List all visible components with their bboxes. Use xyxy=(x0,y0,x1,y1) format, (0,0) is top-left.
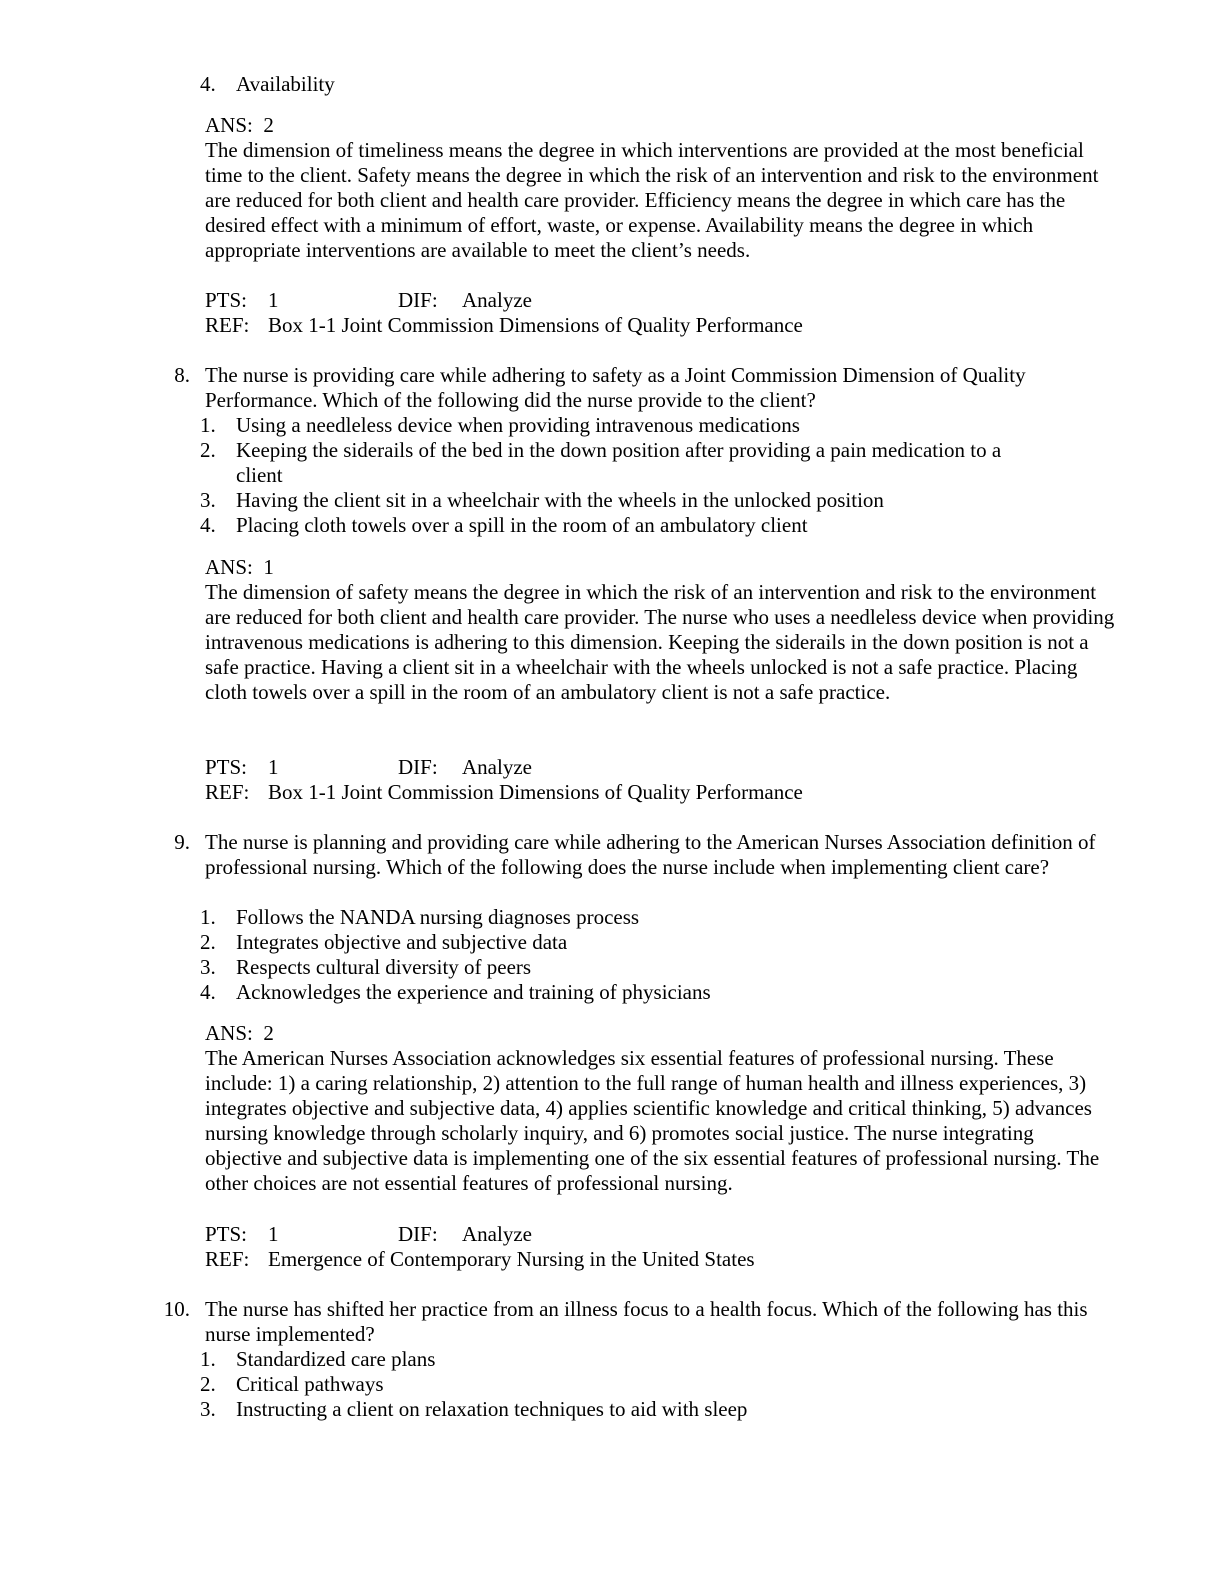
question-number: 9. xyxy=(174,830,190,854)
option-text: Standardized care plans xyxy=(236,1347,436,1371)
option-number: 4. xyxy=(200,513,216,537)
dif-label: DIF: xyxy=(398,755,438,779)
option-text: Critical pathways xyxy=(236,1372,384,1396)
answer-value: 2 xyxy=(263,113,274,137)
option-text: Respects cultural diversity of peers xyxy=(236,955,532,979)
ref-value: Emergence of Contemporary Nursing in the United States xyxy=(268,1247,755,1271)
rationale-text: The dimension of safety means the degree in which the risk of an intervention and risk to the environment are reduced for both client and health care provider. The nurse who uses a needleless device when providing intravenous medications is adhering to this dimension. Keeping the siderails in the down position is not a safe practice. Having a client sit in a wheelchair with the wheels unlocked is not a safe practice. Placing cloth towels over a spill in the room of an ambulatory client is not a safe practice. xyxy=(205,580,1115,704)
option-number: 4. xyxy=(200,72,216,96)
pts-label: PTS: xyxy=(205,755,248,779)
answer-value: 2 xyxy=(263,1021,274,1045)
option-number: 2. xyxy=(200,930,216,954)
option-text: Integrates objective and subjective data xyxy=(236,930,568,954)
option-number: 2. xyxy=(200,438,216,462)
pts-label: PTS: xyxy=(205,288,248,312)
answer-value: 1 xyxy=(263,555,274,579)
ref-label: REF: xyxy=(205,313,250,337)
option-number: 4. xyxy=(200,980,216,1004)
answer-line xyxy=(205,1021,274,1046)
option-number: 1. xyxy=(200,905,216,929)
rationale-text: The American Nurses Association acknowledges six essential features of professional nursing. These include: 1) a caring relationship, 2) attention to the full range of human health and illness experiences, 3) integrates objective and subjective data, 4) applies scientific knowledge and critical thinking, 5) advances nursing knowledge through scholarly inquiry, and 6) promotes social justice. The nurse integrating objective and subjective data is implementing one of the six essential features of professional nursing. The other choices are not essential features of professional nursing. xyxy=(205,1046,1100,1195)
dif-value: Analyze xyxy=(462,755,532,779)
question-number: 8. xyxy=(174,363,190,387)
option-text: Instructing a client on relaxation techniques to aid with sleep xyxy=(236,1397,748,1421)
answer-label: ANS: xyxy=(205,555,253,579)
ref-value: Box 1-1 Joint Commission Dimensions of Quality Performance xyxy=(268,313,803,337)
option-number: 3. xyxy=(200,488,216,512)
option-text: Follows the NANDA nursing diagnoses process xyxy=(236,905,640,929)
option-number: 1. xyxy=(200,1347,216,1371)
option-text: Keeping the siderails of the bed in the down position after providing a pain medication to a client xyxy=(236,438,1002,487)
question-stem: The nurse is providing care while adhering to safety as a Joint Commission Dimension of Quality Performance. Which of the following did the nurse provide to the client? xyxy=(205,363,1026,412)
option-number: 1. xyxy=(200,413,216,437)
question-stem: The nurse is planning and providing care while adhering to the American Nurses Association definition of professional nursing. Which of the following does the nurse include when implementing client care? xyxy=(205,830,1096,879)
pts-value: 1 xyxy=(268,755,279,779)
dif-value: Analyze xyxy=(462,1222,532,1246)
option-number: 2. xyxy=(200,1372,216,1396)
question-number: 10. xyxy=(163,1297,190,1321)
pts-label: PTS: xyxy=(205,1222,248,1246)
pts-value: 1 xyxy=(268,288,279,312)
option-number: 3. xyxy=(200,955,216,979)
option-text: Using a needleless device when providing intravenous medications xyxy=(236,413,800,437)
ref-label: REF: xyxy=(205,780,250,804)
dif-value: Analyze xyxy=(462,288,532,312)
answer-line xyxy=(205,113,274,138)
dif-label: DIF: xyxy=(398,1222,438,1246)
option-number: 3. xyxy=(200,1397,216,1421)
answer-label: ANS: xyxy=(205,1021,253,1045)
ref-value: Box 1-1 Joint Commission Dimensions of Quality Performance xyxy=(268,780,803,804)
option-text: Acknowledges the experience and training of physicians xyxy=(236,980,711,1004)
option-text: Placing cloth towels over a spill in the room of an ambulatory client xyxy=(236,513,808,537)
answer-line xyxy=(205,555,274,580)
option-text: Availability xyxy=(236,72,335,96)
rationale-text: The dimension of timeliness means the degree in which interventions are provided at the most beneficial time to the client. Safety means the degree in which the risk of an intervention and risk to the environment are reduced for both client and health care provider. Efficiency means the degree in which care has the desired effect with a minimum of effort, waste, or expense. Availability means the degree in which appropriate interventions are available to meet the client’s needs. xyxy=(205,138,1099,262)
option-text: Having the client sit in a wheelchair with the wheels in the unlocked position xyxy=(236,488,884,512)
pts-value: 1 xyxy=(268,1222,279,1246)
ref-label: REF: xyxy=(205,1247,250,1271)
question-stem: The nurse has shifted her practice from an illness focus to a health focus. Which of the following has this nurse implemented? xyxy=(205,1297,1088,1346)
dif-label: DIF: xyxy=(398,288,438,312)
answer-label: ANS: xyxy=(205,113,253,137)
